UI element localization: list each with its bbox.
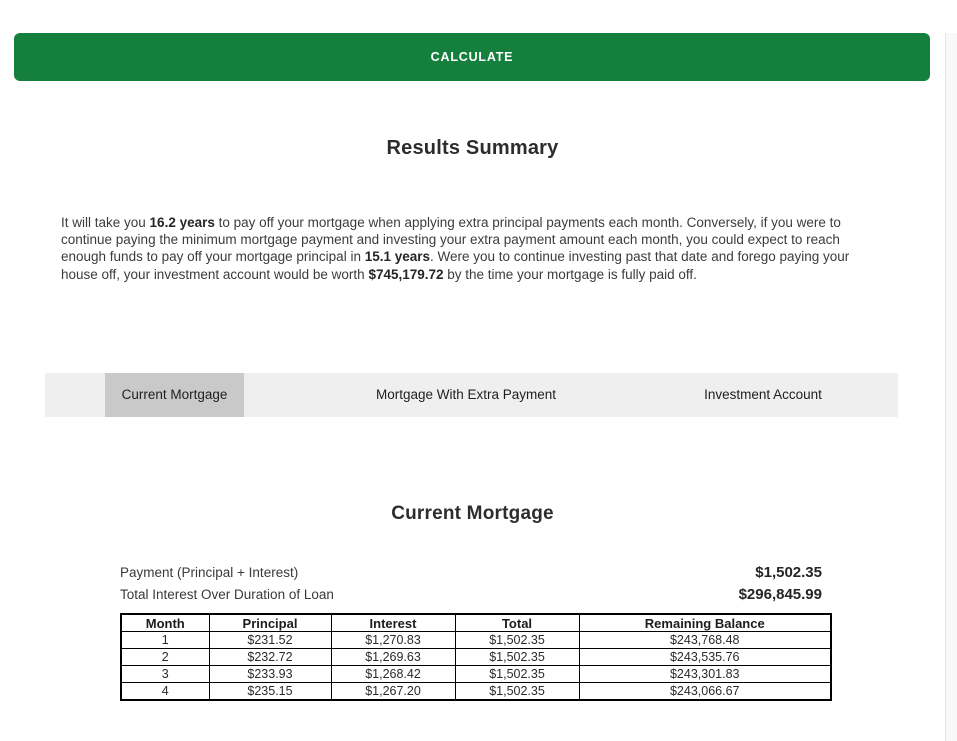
column-header-interest: Interest: [331, 614, 455, 632]
total-interest-value: $296,845.99: [738, 585, 822, 603]
tab-bar-spacer: [838, 373, 898, 417]
highlighted-value: 16.2 years: [149, 215, 215, 230]
table-cell: $1,502.35: [455, 666, 579, 683]
table-cell: $231.52: [209, 632, 331, 649]
table-cell: $243,301.83: [579, 666, 831, 683]
stat-row-payment: [120, 562, 830, 584]
table-cell: $1,268.42: [331, 666, 455, 683]
tab-bar-spacer: [45, 373, 105, 417]
table-cell: $1,502.35: [455, 683, 579, 700]
column-header-month: Month: [121, 614, 209, 632]
tab-mortgage-with-extra-payment[interactable]: Mortgage With Extra Payment: [375, 387, 557, 403]
paragraph-text: . Were you to continue investing past that date and forego paying your house off, your investment account would be worth: [61, 249, 850, 282]
paragraph-text: It will take you: [61, 215, 150, 230]
table-cell: 1: [121, 632, 209, 649]
table-header-row: [121, 614, 831, 632]
vertical-scrollbar[interactable]: [945, 33, 957, 741]
table-row: [121, 683, 831, 700]
total-interest-label: Total Interest Over Duration of Loan: [120, 586, 334, 602]
table-cell: $1,269.63: [331, 649, 455, 666]
table-cell: $232.72: [209, 649, 331, 666]
table-row: [121, 649, 831, 666]
mortgage-stats: [120, 562, 830, 606]
table-cell: $243,768.48: [579, 632, 831, 649]
column-header-principal: Principal: [209, 614, 331, 632]
column-header-total: Total: [455, 614, 579, 632]
paragraph-text: by the time your mortgage is fully paid off.: [443, 266, 697, 282]
table-cell: $235.15: [209, 683, 331, 700]
paragraph-text: to pay off your mortgage when applying extra principal payments each month. Conversely, if you were to continue paying the minimum mortgage payment and investing your extra payment amount each month, you could expect to reach enough funds to pay off your mortgage principal in: [61, 215, 841, 265]
results-summary-title: Results Summary: [386, 137, 559, 159]
table-cell: $233.93: [209, 666, 331, 683]
results-summary-paragraph: [61, 214, 884, 283]
table-cell: $1,502.35: [455, 632, 579, 649]
results-tab-bar: [45, 373, 898, 417]
table-cell: $1,267.20: [331, 683, 455, 700]
highlighted-value: 15.1 years: [364, 249, 431, 265]
table-cell: $1,270.83: [331, 632, 455, 649]
table-cell: $243,535.76: [579, 649, 831, 666]
payment-value: $1,502.35: [755, 563, 822, 581]
column-header-remaining-balance: Remaining Balance: [579, 614, 831, 632]
current-mortgage-section-title: Current Mortgage: [391, 502, 554, 524]
highlighted-value: $745,179.72: [368, 266, 444, 282]
tab-investment-account[interactable]: Investment Account: [704, 387, 822, 403]
table-cell: 4: [121, 683, 209, 700]
tab-current-mortgage[interactable]: Current Mortgage: [105, 373, 244, 417]
table-cell: $243,066.67: [579, 683, 831, 700]
page-content: [0, 33, 945, 701]
table-row: [121, 632, 831, 649]
stat-row-total-interest: [120, 584, 830, 606]
table-cell: $1,502.35: [455, 649, 579, 666]
calculate-button[interactable]: CALCULATE: [14, 33, 930, 81]
table-row: [121, 666, 831, 683]
table-cell: 3: [121, 666, 209, 683]
table-cell: 2: [121, 649, 209, 666]
amortization-table: [120, 613, 832, 701]
payment-label: Payment (Principal + Interest): [120, 564, 299, 580]
